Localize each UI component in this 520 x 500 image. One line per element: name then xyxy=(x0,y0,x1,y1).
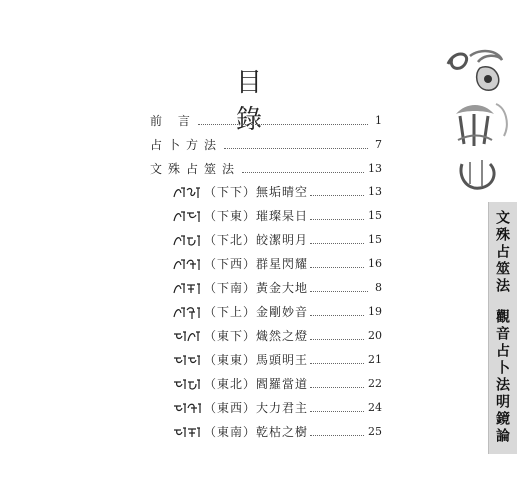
toc-subentry-name: 金剛妙音 xyxy=(256,305,309,319)
tibetan-syllable-icon xyxy=(172,354,202,368)
toc-subentry-page: 15 xyxy=(368,233,382,246)
leader-dots xyxy=(310,338,364,340)
toc-entry-page: 1 xyxy=(375,114,382,127)
toc-subentry[interactable] xyxy=(172,352,382,368)
toc-subentry-page: 22 xyxy=(368,377,382,390)
leader-dots xyxy=(198,123,368,125)
toc-subentry-page: 24 xyxy=(368,401,382,414)
tibetan-syllable-icon xyxy=(172,258,202,272)
leader-dots xyxy=(242,171,364,173)
toc-subentry-code: （下北） xyxy=(204,233,257,247)
side-tab-line-2: 觀音占卜法明鏡論 xyxy=(494,309,510,445)
page-title: 目 錄 xyxy=(235,68,333,135)
tibetan-syllable-icon xyxy=(172,330,202,344)
toc-subentry-code: （下西） xyxy=(204,257,257,271)
toc-subentry[interactable] xyxy=(172,256,382,272)
tibetan-syllable-icon xyxy=(172,234,202,248)
tibetan-syllable-icon xyxy=(172,306,202,320)
toc-subentry-page: 21 xyxy=(368,353,382,366)
toc-subentry-name: 大力君主 xyxy=(256,401,309,415)
toc-subentry-page: 25 xyxy=(368,425,382,438)
toc-entry-divination-method[interactable] xyxy=(150,137,382,153)
toc-subentry-page: 19 xyxy=(368,305,382,318)
toc-subentry-page: 20 xyxy=(368,329,382,342)
toc-entry-label: 文殊占筮法 xyxy=(150,162,241,176)
toc-entry-page: 13 xyxy=(368,162,382,175)
toc-subentry-code: （東西） xyxy=(204,401,257,415)
tibetan-syllable-icon xyxy=(172,210,202,224)
toc-subentry-name: 熾然之燈 xyxy=(256,329,309,343)
toc-subentry-code: （下上） xyxy=(204,305,257,319)
leader-dots xyxy=(310,242,364,244)
toc-subentry[interactable] xyxy=(172,304,382,320)
toc-entry-label: 占卜方法 xyxy=(150,138,223,152)
leader-dots xyxy=(310,290,368,292)
toc-entry-preface[interactable] xyxy=(150,113,382,129)
toc-subentry-code: （下南） xyxy=(204,281,257,295)
leader-dots xyxy=(310,362,364,364)
toc-subentry-page: 16 xyxy=(368,257,382,270)
toc-subentry[interactable] xyxy=(172,328,382,344)
leader-dots xyxy=(310,314,364,316)
toc-subentry-name: 群星閃耀 xyxy=(256,257,309,271)
toc-subentry-name: 乾枯之樹 xyxy=(256,425,309,439)
side-tab-line-1: 文殊占筮法 xyxy=(494,210,510,295)
tibetan-syllable-icon xyxy=(172,402,202,416)
toc-entry-manjushri-divination[interactable] xyxy=(150,161,382,177)
toc-subentry-code: （東北） xyxy=(204,377,257,391)
toc-subentry[interactable] xyxy=(172,376,382,392)
toc-subentry-name: 璀璨杲日 xyxy=(256,209,309,223)
toc-subentry-code: （東下） xyxy=(204,329,257,343)
toc-subentry-name: 黃金大地 xyxy=(256,281,309,295)
leader-dots xyxy=(310,266,364,268)
toc-subentry-page: 13 xyxy=(368,185,382,198)
toc-subentry[interactable] xyxy=(172,400,382,416)
leader-dots xyxy=(310,410,364,412)
toc-subentry-page: 8 xyxy=(375,281,382,294)
side-tab-text xyxy=(490,210,514,445)
toc-entry-label: 前 言 xyxy=(150,114,196,128)
toc-subentry-code: （下東） xyxy=(204,209,257,223)
leader-dots xyxy=(310,386,364,388)
tibetan-syllable-icon xyxy=(172,426,202,440)
toc-entry-page: 7 xyxy=(375,138,382,151)
toc-subentry-name: 皎潔明月 xyxy=(256,233,309,247)
toc-subentry[interactable] xyxy=(172,280,382,296)
toc-subentry-code: （東東） xyxy=(204,353,257,367)
leader-dots xyxy=(310,194,364,196)
leader-dots xyxy=(224,147,368,149)
toc-subentry[interactable] xyxy=(172,232,382,248)
toc-subentry[interactable] xyxy=(172,424,382,440)
toc-subentry[interactable] xyxy=(172,184,382,200)
toc-subentry[interactable] xyxy=(172,208,382,224)
leader-dots xyxy=(310,218,364,220)
tibetan-syllable-icon xyxy=(172,186,202,200)
decorative-calligraphy-ornament xyxy=(440,44,520,204)
tibetan-syllable-icon xyxy=(172,378,202,392)
toc-subentry-name: 無垢晴空 xyxy=(256,185,309,199)
toc-subentry-name: 馬頭明王 xyxy=(256,353,309,367)
tibetan-syllable-icon xyxy=(172,282,202,296)
toc-subentry-code: （東南） xyxy=(204,425,257,439)
toc-subentry-code: （下下） xyxy=(204,185,257,199)
leader-dots xyxy=(310,434,364,436)
toc-subentry-page: 15 xyxy=(368,209,382,222)
toc-subentry-name: 閻羅當道 xyxy=(256,377,309,391)
